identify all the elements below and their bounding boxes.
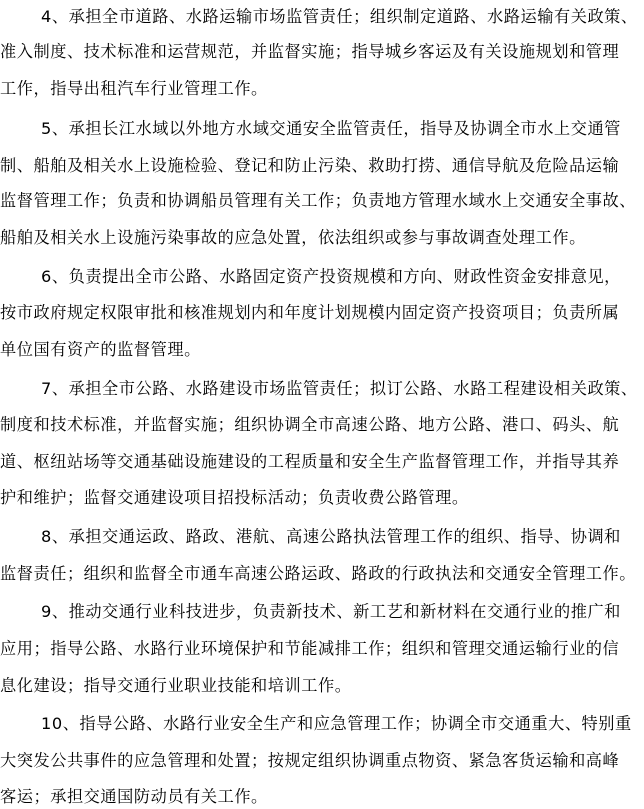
paragraph-line: 7、承担全市公路、水路建设市场监管责任；拟订公路、水路工程建设相关政策、 (41, 379, 638, 398)
paragraph-line: 监督责任；组织和监督全市通车高速公路运政、路政的行政执法和交通安全管理工作。 (0, 564, 637, 583)
paragraph-line: 单位国有资产的监督管理。 (0, 340, 201, 359)
paragraph-line: 客运；承担交通国防动员有关工作。 (0, 787, 268, 806)
paragraph-line: 6、负责提出全市公路、水路固定资产投资规模和方向、财政性资金安排意见， (41, 267, 621, 286)
paragraph-line: 8、承担交通运政、路政、港航、高速公路执法管理工作的组织、指导、协调和 (41, 527, 621, 546)
paragraph-line: 监督管理工作；负责和协调船员管理有关工作；负责地方管理水域水上交通安全事故、 (0, 191, 637, 210)
paragraph-line: 工作，指导出租汽车行业管理工作。 (0, 79, 268, 98)
paragraph-line: 息化建设；指导交通行业职业技能和培训工作。 (0, 676, 352, 695)
paragraph-line: 9、推动交通行业科技进步，负责新技术、新工艺和新材料在交通行业的推广和 (41, 602, 621, 621)
paragraph-line: 4、承担全市道路、水路运输市场监管责任；组织制定道路、水路运输有关政策、 (41, 7, 638, 26)
paragraph-line: 制度和技术标准，并监督实施；组织协调全市高速公路、地方公路、港口、码头、航 (0, 415, 620, 434)
paragraph-line: 护和维护；监督交通建设项目招投标活动；负责收费公路管理。 (0, 488, 469, 507)
paragraph-line: 10、指导公路、水路行业安全生产和应急管理工作；协调全市交通重大、特别重 (41, 714, 632, 733)
paragraph-line: 制、船舶及相关水上设施检验、登记和防止污染、救助打捞、通信导航及危险品运输 (0, 156, 620, 175)
paragraph-line: 应用；指导公路、水路行业环境保护和节能减排工作；组织和管理交通运输行业的信 (0, 639, 620, 658)
paragraph-line: 5、承担长江水域以外地方水域交通安全监管责任，指导及协调全市水上交通管 (41, 119, 621, 138)
paragraph-line: 准入制度、技术标准和运营规范，并监督实施；指导城乡客运及有关设施规划和管理 (0, 42, 620, 61)
paragraph-line: 道、枢纽站场等交通基础设施建设的工程质量和安全生产监督管理工作，并指导其养 (0, 452, 620, 471)
paragraph-line: 船舶及相关水上设施污染事故的应急处置，依法组织或参与事故调查处理工作。 (0, 228, 586, 247)
paragraph-line: 大突发公共事件的应急管理和处置；按规定组织协调重点物资、紧急客货运输和高峰 (0, 751, 620, 770)
paragraph-line: 按市政府规定权限审批和核准规划内和年度计划规模内固定资产投资项目；负责所属 (0, 303, 620, 322)
